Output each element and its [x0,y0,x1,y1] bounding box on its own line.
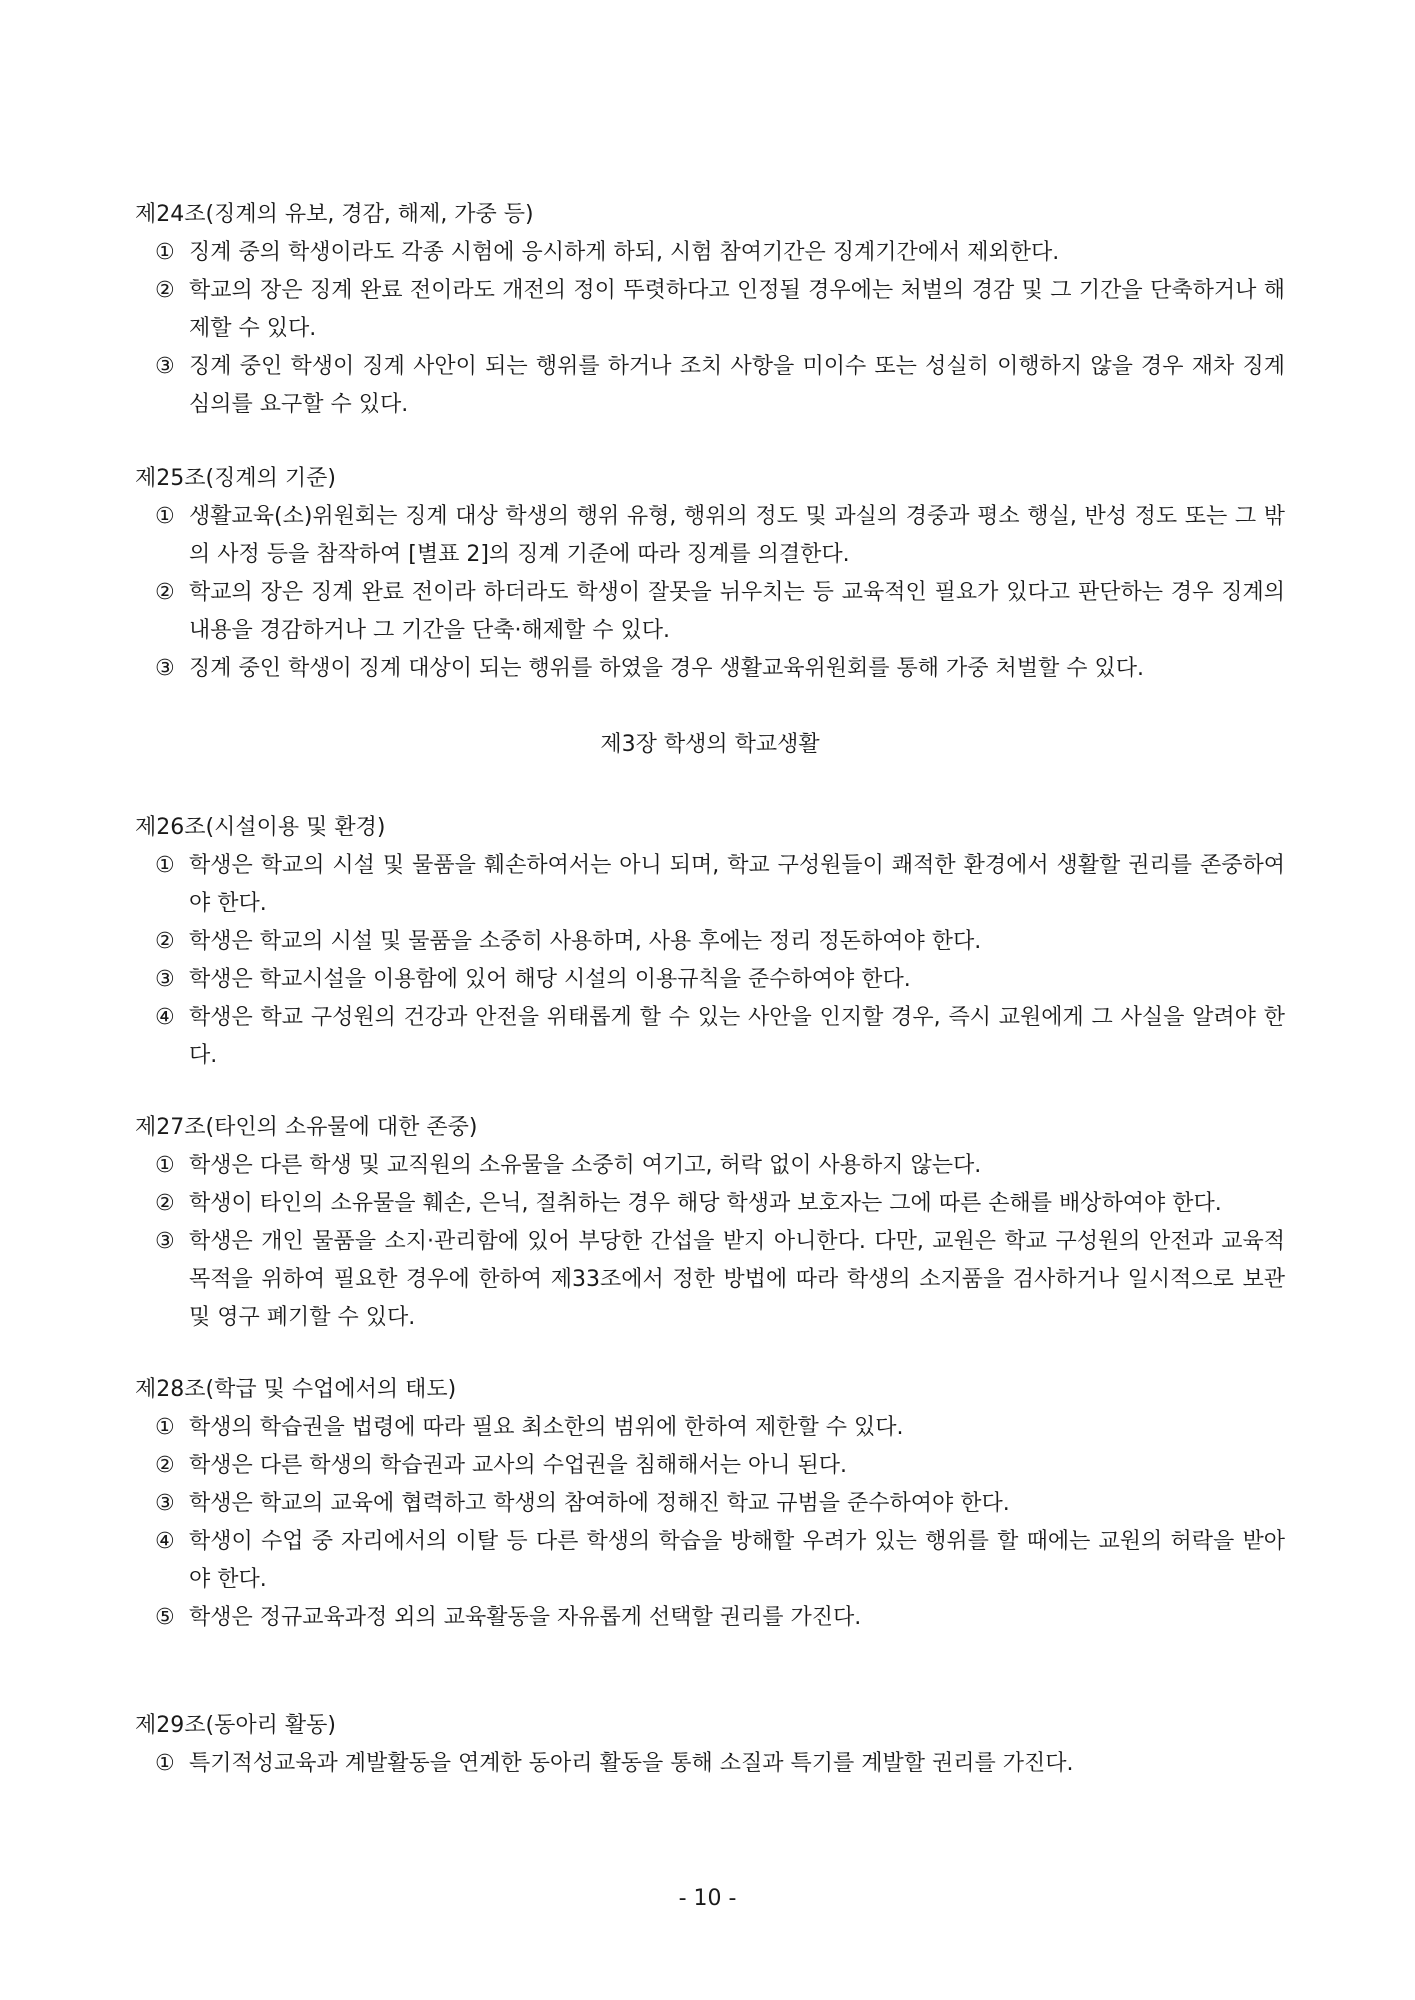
article-title: 제29조(동아리 활동) [135,1713,336,1738]
article-items [135,847,1285,1075]
item-text: 학생은 개인 물품을 소지·관리함에 있어 부당한 간섭을 받지 아니한다. 다만, 교원은 학교 구성원의 안전과 교육적 목적을 위하여 필요한 경우에 한하여 제33조에서 정한 방법에 따라 학생의 소지품을 검사하거나 일시적으로 보관 및 영구 폐기할 수 있다. [189,1229,1285,1330]
item-text: 징계 중인 학생이 징계 사안이 되는 행위를 하거나 조치 사항을 미이수 또는 성실히 이행하지 않을 경우 재차 징계 심의를 요구할 수 있다. [189,354,1285,417]
item-number: ② [155,1453,175,1478]
item-number: ③ [155,656,175,681]
item-number: ③ [155,967,175,992]
article-item [135,1185,1285,1223]
item-number: ① [155,853,175,878]
item-text: 학교의 장은 징계 완료 전이라 하더라도 학생이 잘못을 뉘우치는 등 교육적인 필요가 있다고 판단하는 경우 징계의 내용을 경감하거나 그 기간을 단축·해제할 수 있다. [189,580,1285,643]
article-items [135,1147,1285,1337]
item-text: 학교의 장은 징계 완료 전이라도 개전의 정이 뚜렷하다고 인정될 경우에는 처벌의 경감 및 그 기간을 단축하거나 해제할 수 있다. [189,278,1285,341]
document-body [135,196,1285,1783]
article-title: 제25조(징계의 기준) [135,466,336,491]
article-item [135,650,1285,688]
article-item [135,1523,1285,1599]
item-number: ④ [155,1529,175,1554]
article-items [135,1409,1285,1637]
item-number: ① [155,1415,175,1440]
article-item [135,272,1285,348]
item-number: ② [155,580,175,605]
item-number: ① [155,240,175,265]
chapter-heading: 제3장 학생의 학교생활 [600,732,820,757]
item-text: 학생은 학교의 교육에 협력하고 학생의 참여하에 정해진 학교 규범을 준수하여야 한다. [189,1491,1010,1516]
article-item [135,999,1285,1075]
item-number: ③ [155,1229,175,1254]
article [135,460,1285,688]
item-text: 학생은 다른 학생 및 교직원의 소유물을 소중히 여기고, 허락 없이 사용하지 않는다. [189,1153,982,1178]
article-item [135,1447,1285,1485]
article [135,809,1285,1075]
item-number: ① [155,1751,175,1776]
article-item [135,1147,1285,1185]
item-text: 생활교육(소)위원회는 징계 대상 학생의 행위 유형, 행위의 정도 및 과실의 경중과 평소 행실, 반성 정도 또는 그 밖의 사정 등을 참작하여 [별표 2]의 징계 기준에 따라 징계를 의결한다. [189,504,1285,567]
article-item [135,1223,1285,1337]
article-item [135,1485,1285,1523]
item-text: 학생은 학교의 시설 및 물품을 훼손하여서는 아니 되며, 학교 구성원들이 쾌적한 환경에서 생활할 권리를 존중하여야 한다. [189,853,1285,916]
item-number: ③ [155,1491,175,1516]
item-text: 학생은 학교 구성원의 건강과 안전을 위태롭게 할 수 있는 사안을 인지할 경우, 즉시 교원에게 그 사실을 알려야 한다. [189,1005,1285,1068]
article-title: 제27조(타인의 소유물에 대한 존중) [135,1115,478,1140]
item-number: ① [155,504,175,529]
item-text: 학생은 정규교육과정 외의 교육활동을 자유롭게 선택할 권리를 가진다. [189,1605,862,1630]
article-item [135,923,1285,961]
item-text: 징계 중의 학생이라도 각종 시험에 응시하게 하되, 시험 참여기간은 징계기간에서 제외한다. [189,240,1060,265]
article-item [135,1745,1285,1783]
article-title: 제26조(시설이용 및 환경) [135,815,386,840]
article [135,1707,1285,1783]
article-items [135,234,1285,424]
item-text: 학생이 타인의 소유물을 훼손, 은닉, 절취하는 경우 해당 학생과 보호자는 그에 따른 손해를 배상하여야 한다. [189,1191,1222,1216]
item-number: ⑤ [155,1605,175,1630]
article [135,1109,1285,1337]
article-item [135,234,1285,272]
item-number: ① [155,1153,175,1178]
article-item [135,498,1285,574]
article [135,1371,1285,1637]
item-number: ② [155,1191,175,1216]
page-number: - 10 - [678,1886,737,1911]
article-title: 제28조(학급 및 수업에서의 태도) [135,1377,457,1402]
article-title: 제24조(징계의 유보, 경감, 해제, 가중 등) [135,202,534,227]
item-text: 학생이 수업 중 자리에서의 이탈 등 다른 학생의 학습을 방해할 우려가 있는 행위를 할 때에는 교원의 허락을 받아야 한다. [189,1529,1285,1592]
item-text: 학생은 학교의 시설 및 물품을 소중히 사용하며, 사용 후에는 정리 정돈하여야 한다. [189,929,982,954]
item-text: 학생은 다른 학생의 학습권과 교사의 수업권을 침해해서는 아니 된다. [189,1453,847,1478]
article-items [135,1745,1285,1783]
item-text: 학생은 학교시설을 이용함에 있어 해당 시설의 이용규칙을 준수하여야 한다. [189,967,911,992]
article [135,196,1285,424]
item-text: 학생의 학습권을 법령에 따라 필요 최소한의 범위에 한하여 제한할 수 있다. [189,1415,904,1440]
article-item [135,1409,1285,1447]
article-items [135,498,1285,688]
item-text: 특기적성교육과 계발활동을 연계한 동아리 활동을 통해 소질과 특기를 계발할 권리를 가진다. [189,1751,1074,1776]
article-item [135,348,1285,424]
item-text: 징계 중인 학생이 징계 대상이 되는 행위를 하였을 경우 생활교육위원회를 통해 가중 처벌할 수 있다. [189,656,1144,681]
item-number: ② [155,278,175,303]
item-number: ② [155,929,175,954]
article-item [135,847,1285,923]
item-number: ③ [155,354,175,379]
article-item [135,961,1285,999]
article-item [135,574,1285,650]
article-item [135,1599,1285,1637]
item-number: ④ [155,1005,175,1030]
